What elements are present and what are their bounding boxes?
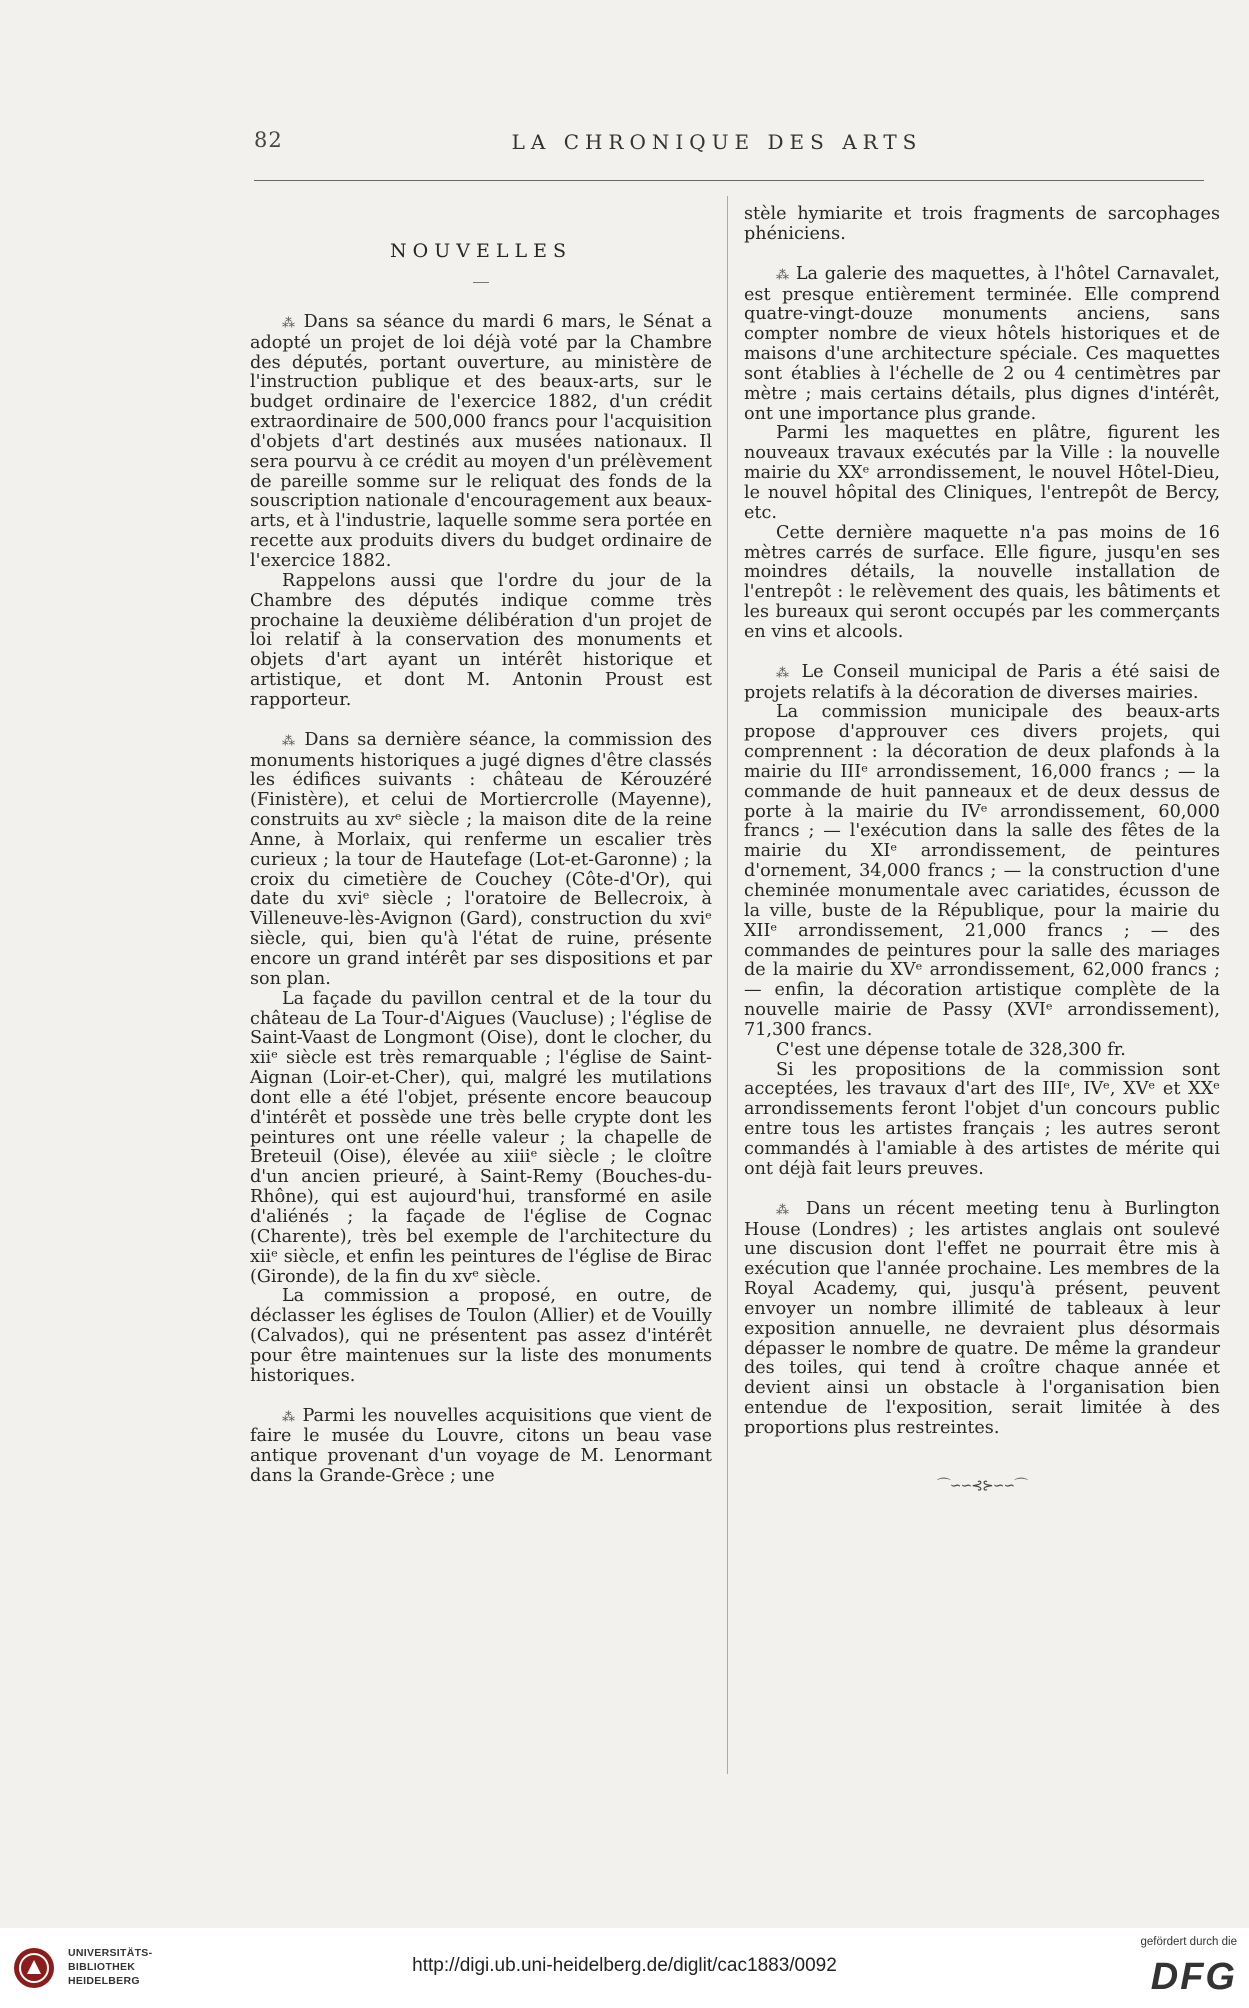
left-column <box>250 200 712 1487</box>
institution-name: UNIVERSITÄTS- BIBLIOTHEK HEIDELBERG <box>68 1947 153 1987</box>
source-url-link[interactable]: http://digi.ub.uni-heidelberg.de/diglit/cac1883/0092 <box>412 1955 837 1976</box>
asterism-icon: ⁂ <box>776 665 792 681</box>
running-title: LA CHRONIQUE DES ARTS <box>511 130 923 154</box>
asterism-icon: ⁂ <box>776 1202 795 1218</box>
asterism-icon: ⁂ <box>282 733 297 749</box>
news-paragraph: stèle hymiarite et trois fragments de sarcophages phéniciens. <box>744 204 1220 244</box>
news-paragraph: ⁂ Dans un récent meeting tenu à Burlington House (Londres) ; les artistes anglais ont soulevé une discusion dont l'effet ne pourrait être mis à exécution que l'année prochaine. Les membres de la Royal Academy, qui, jusqu'à présent, peuvent envoyer un nombre illimité de tableaux à leur exposition annuelle, ne devraient plus désormais dépasser le nombre de quatre. De même la grandeur des toiles, qui tend à croître chaque année et devient ainsi un obstacle à l'organisation bien entendue de l'exposition, serait limitée à des proportions plus restreintes. <box>744 1198 1221 1438</box>
news-paragraph: Parmi les maquettes en plâtre, figurent les nouveaux travaux exécutés par la Ville : la nouvelle mairie du XXᵉ arrondissement, le nouvel Hôtel-Dieu, le nouvel hôpital des Cliniques, l'entrepôt de Bercy, etc. <box>744 423 1220 523</box>
news-paragraph: Rappelons aussi que l'ordre du jour de la Chambre des députés indique comme très prochaine la deuxième délibération d'un projet de loi relatif à la conservation des monuments et objets d'art ayant un intérêt historique et artistique, et dont M. Antonin Proust est rapporteur. <box>250 570 712 710</box>
news-paragraph: Cette dernière maquette n'a pas moins de 16 mètres carrés de surface. Elle figure, jusqu'en ses moindres détails, la nouvelle installation de l'entrepôt : le relèvement des quais, les bâtiments et les bureaux qui seront occupés par les commerçants en vins et alcools. <box>744 522 1220 642</box>
title-dash <box>473 282 489 283</box>
column-divider <box>727 196 728 1774</box>
news-paragraph: C'est une dépense totale de 328,300 fr. <box>776 1039 1126 1060</box>
right-column <box>744 205 1220 1497</box>
news-paragraph: La commission a proposé, en outre, de déclasser les églises de Toulon (Allier) et de Vouilly (Calvados), qui ne présentent pas assez d'intérêt pour être maintenues sur la liste des monuments historiques. <box>250 1286 712 1386</box>
asterism-icon: ⁂ <box>282 315 296 331</box>
asterism-icon: ⁂ <box>282 1409 296 1425</box>
page-header <box>232 128 1202 162</box>
news-paragraph: ⁂ Parmi les nouvelles acquisitions que vient de faire le musée du Louvre, citons un beau vase antique provenant d'un voyage de M. Lenormant dans la Grande-Grèce ; une <box>250 1405 713 1487</box>
news-paragraph: ⁂ Dans sa séance du mardi 6 mars, le Sénat a adopté un projet de loi déjà voté par la Chambre des députés, portant ouverture, au ministère de l'instruction publique et des beaux-arts, sur le budget ordinaire de l'exercice 1882, d'un crédit extraordinaire de 500,000 francs pour l'acquisition d'objets d'art destinés aux musées nationaux. Il sera pourvu à ce crédit au moyen d'un prélèvement de pareille somme sur le reliquat des fonds de la souscription nationale d'encouragement aux beaux-arts, et à l'industrie, laquelle somme sera portée en recette aux produits divers du budget ordinaire de l'exercice 1882. <box>250 311 713 571</box>
sponsor-text: gefördert durch die <box>1140 1936 1237 1948</box>
section-title: NOUVELLES <box>390 240 572 262</box>
news-paragraph: ⁂ La galerie des maquettes, à l'hôtel Carnavalet, est presque entièrement terminée. Elle comprend quatre-vingt-douze monuments anciens, sans compter nombre de vieux hôtels historiques et de maisons d'une architecture spéciale. Ces maquettes sont établies à l'échelle de 2 ou 4 centimètres par mètre ; mais certains détails, plus dignes d'intérêt, ont une importance plus grande. <box>744 263 1221 424</box>
news-paragraph: La commission municipale des beaux-arts propose d'approuver ces divers projets, qui comprennent : la décoration de deux plafonds à la mairie du IIIᵉ arrondissement, 16,000 francs ; — la commande de huit panneaux et de deux dessus de porte à la mairie du IVᵉ arrondissement, 60,000 francs ; — l'exécution dans la salle des fêtes de la mairie du XIᵉ arrondissement, de peintures d'ornement, 34,000 francs ; — la construction d'une cheminée monumentale avec cariatides, écusson de la ville, buste de la République, pour la mairie du XIIᵉ arrondissement, 21,000 francs ; — des commandes de peintures pour la salle des mariages de la mairie du XVᵉ arrondissement, 62,000 francs ; — enfin, la décoration artistique complète de la nouvelle mairie de Passy (XVIᵉ arrondissement), 71,300 francs. <box>744 702 1220 1040</box>
header-rule <box>254 180 1204 181</box>
news-paragraph: ⁂ Dans sa dernière séance, la commission des monuments historiques a jugé dignes d'être classés les édifices suivants : château de Kérouzéré (Finistère), et celui de Mortiercrolle (Mayenne), construits au xvᵉ siècle ; la maison dite de la reine Anne, à Morlaix, qui renferme un escalier très curieux ; la tour de Hautefage (Lot-et-Garonne) ; la croix du cimetière de Couchey (Côte-d'Or), qui date du xviᵉ siècle ; l'oratoire de Bellecroix, à Villeneuve-lès-Avignon (Gard), construction du xviᵉ siècle, qui, bien qu'à l'état de ruine, présente encore un grand intérêt par ses dispositions et par son plan. <box>250 729 712 989</box>
dfg-logo: DFG <box>1150 1956 1237 1998</box>
digitization-footer <box>0 1928 1249 2008</box>
news-paragraph: Si les propositions de la commission sont acceptées, les travaux d'art des IIIᵉ, IVᵉ, XVᵉ et XXᵉ arrondissements feront l'objet d'un concours public entre tous les artistes français ; les autres seront commandés à l'amiable à des artistes de mérite qui ont déjà fait leurs preuves. <box>744 1059 1220 1179</box>
news-paragraph: La façade du pavillon central et de la tour du château de La Tour-d'Aigues (Vaucluse) ; l'église de Saint-Vaast de Longmont (Oise), dont le clocher, du xiiᵉ siècle est très remarquable ; l'église de Saint-Aignan (Loir-et-Cher), qui, malgré les mutilations dont elle a été l'objet, présente encore beaucoup d'intérêt et possède une très belle crypte dont les peintures ont une réelle valeur ; la chapelle de Breteuil (Oise), élevée au xiiiᵉ siècle ; le cloître d'un ancien prieuré, à Saint-Remy (Bouches-du-Rhône), qui est aujourd'hui, transformé en asile d'aliénés ; la façade de l'église de Cognac (Charente), très bel exemple de l'architecture du xiiᵉ siècle, et enfin les peintures de l'église de Birac (Gironde), de la fin du xvᵉ siècle. <box>250 988 712 1287</box>
asterism-icon: ⁂ <box>776 267 790 283</box>
news-paragraph: ⁂ Le Conseil municipal de Paris a été saisi de projets relatifs à la décoration de diverses mairies. <box>744 661 1220 703</box>
page-number: 82 <box>254 128 283 152</box>
end-flourish: ⌒∽∽⊰⊱∽∽⌒ <box>936 1477 1028 1494</box>
